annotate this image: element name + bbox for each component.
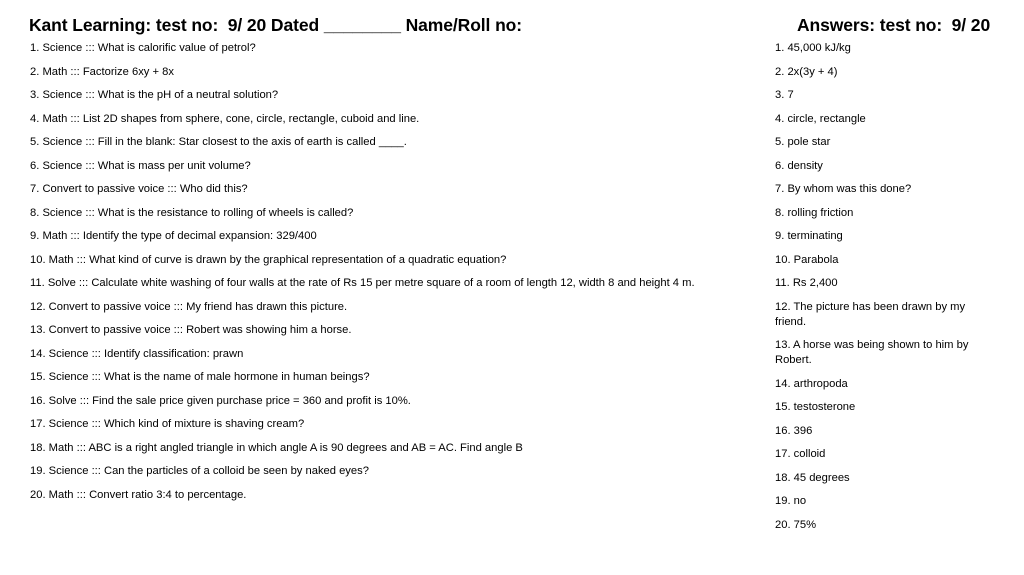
answer-item: 16. 396: [775, 424, 813, 437]
question-item: 10. Math ::: What kind of curve is drawn by the graphical representation of a quadratic equation?: [30, 253, 507, 266]
question-item: 4. Math ::: List 2D shapes from sphere, cone, circle, rectangle, cuboid and line.: [30, 112, 420, 125]
question-item: 19. Science ::: Can the particles of a colloid be seen by naked eyes?: [30, 465, 369, 477]
answer-item: 6. density: [775, 159, 823, 172]
question-item: 2. Math ::: Factorize 6xy + 8x: [30, 65, 174, 78]
question-item: 13. Convert to passive voice ::: Robert was showing him a horse.: [30, 324, 352, 336]
answer-item: 14. arthropoda: [775, 377, 848, 390]
question-item: 20. Math ::: Convert ratio 3:4 to percentage.: [30, 488, 247, 501]
question-item: 11. Solve ::: Calculate white washing of four walls at the rate of Rs 15 per metre square of a room of length 12, width 8 and height 4 m.: [30, 277, 695, 289]
question-item: 16. Solve ::: Find the sale price given purchase price = 360 and profit is 10%.: [30, 394, 411, 407]
question-item: 12. Convert to passive voice ::: My friend has drawn this picture.: [30, 300, 348, 313]
answer-list: [775, 41, 975, 541]
answer-item: 12. The picture has been drawn by my friend.: [775, 300, 966, 328]
answer-item: 9. terminating: [775, 230, 843, 242]
answer-item: 11. Rs 2,400: [775, 277, 838, 289]
answer-item: 20. 75%: [775, 518, 817, 531]
answer-item: 10. Parabola: [775, 253, 839, 266]
question-item: 14. Science ::: Identify classification: prawn: [30, 347, 244, 360]
question-item: 17. Science ::: Which kind of mixture is shaving cream?: [30, 418, 305, 430]
answer-item: 4. circle, rectangle: [775, 112, 866, 125]
answer-item: 1. 45,000 kJ/kg: [775, 42, 851, 54]
answer-item: 8. rolling friction: [775, 206, 854, 219]
question-item: 9. Math ::: Identify the type of decimal expansion: 329/400: [30, 230, 317, 242]
question-item: 8. Science ::: What is the resistance to rolling of wheels is called?: [30, 206, 354, 219]
test-title: Kant Learning: test no: 9/ 20 Dated ________ Name/Roll no:: [29, 15, 522, 35]
answer-item: 7. By whom was this done?: [775, 183, 912, 195]
answer-item: 13. A horse was being shown to him by Robert.: [775, 339, 969, 366]
question-item: 15. Science ::: What is the name of male hormone in human beings?: [30, 371, 370, 383]
answer-item: 5. pole star: [775, 136, 831, 148]
answer-item: 3. 7: [775, 89, 794, 101]
answer-item: 2. 2x(3y + 4): [775, 65, 838, 78]
question-item: 3. Science ::: What is the pH of a neutral solution?: [30, 89, 279, 101]
question-item: 1. Science ::: What is calorific value of petrol?: [30, 42, 256, 54]
answer-item: 15. testosterone: [775, 401, 856, 413]
answers-title: Answers: test no: 9/ 20: [797, 15, 991, 35]
answer-item: 19. no: [775, 495, 807, 507]
question-item: 6. Science ::: What is mass per unit volume?: [30, 159, 251, 172]
answer-item: 17. colloid: [775, 448, 826, 460]
question-item: 5. Science ::: Fill in the blank: Star closest to the axis of earth is called ____.: [30, 136, 407, 148]
answer-item: 18. 45 degrees: [775, 471, 850, 484]
question-item: 18. Math ::: ABC is a right angled triangle in which angle A is 90 degrees and AB = AC. Find angle B: [30, 441, 523, 454]
question-item: 7. Convert to passive voice ::: Who did this?: [30, 183, 248, 195]
question-list: [30, 41, 760, 511]
